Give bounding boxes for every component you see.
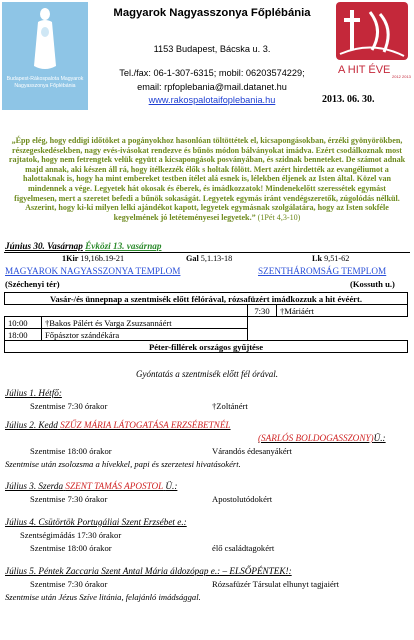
day-heading: Július 1. Hétfő: xyxy=(5,388,62,398)
madonna-statue-icon xyxy=(30,6,60,72)
day-heading-cont: (SARLÓS BOLDOGASSZONY)Ü.: xyxy=(258,433,386,443)
church-right-name: SZENTHÁROMSÁG TEMPLOM xyxy=(258,266,387,276)
feast-name: SZŰZ MÁRIA LÁTOGATÁSA ERZSÉBETNÉL xyxy=(60,420,231,430)
parish-title: Magyarok Nagyasszonya Főplébánia xyxy=(113,7,311,19)
mass-time: Szentmise 7:30 órakor xyxy=(30,579,108,589)
schedule-intent: †Bakos Pálért és Varga Zsuzsannáért xyxy=(42,317,248,329)
church-left-location: (Széchenyi tér) xyxy=(5,279,60,289)
year-of-faith-years: 2012 2013 xyxy=(392,74,411,79)
mass-intent: élő családtagokért xyxy=(212,543,275,553)
collection-note: Péter-fillérek országos gyűjtése xyxy=(5,341,408,353)
email: email: rpfoplebania@mail.datanet.hu xyxy=(137,82,287,92)
reading-2: Gal 5,1.13-18 xyxy=(186,254,233,263)
mass-intent: Várandós édesanyákért xyxy=(212,446,292,456)
reading-1: 1Kir 19,16b.19-21 xyxy=(62,254,125,263)
year-of-faith-text: A HIT ÉVE xyxy=(338,64,391,76)
day-note: Szentmise után zsolozsma a hívekkel, papi és szerzetesi hivatásokért. xyxy=(5,459,241,469)
day-heading: Július 2. Kedd SZŰZ MÁRIA LÁTOGATÁSA ERZSÉBETNÉL xyxy=(5,420,231,430)
day-heading: Július 3. Szerda SZENT TAMÁS APOSTOL Ü.: xyxy=(5,481,178,491)
schedule-time: 18:00 xyxy=(5,329,42,341)
quote-text: „Épp elég, hogy eddigi időtöket a pogányokhoz hasonlóan töltöttétek el, kicsapongásokban, érzéki gyönyörökben, részegeskedésekben, nagy evés-ivásokat rendezve és bűnös módon bálványokat imádva. Ezért csodálkoznak most rajtatok, hogy nem fetrengtek velük együtt a kicsapongások posványában, és szidnak benneteket. De számot adnak majd annak, aki készen áll rá, hogy ítélkezzék élők s holtak fölött. Mert azért hirdették az evangéliumot a halottaknak is, hogy ha mint embereket testben ítélet alá esnek is, lélekben éljenek az Isten által. Közel van mindennek a vége. Legyetek hát okosak és éberek, és imádkozzatok! Mindenekelőtt szeressétek egymást figyelmesen, mert a szeretet befedi a bűnök sokaságát. Legyetek egymás iránt vendégszeretők, zúgolódás nélkül. Aszerint, hogy ki-ki milyen lelki ajándékot kapott, legyetek egymásnak szolgálatára, hogy az Isten sokféle kegyelmének jó letéteményesei legyetek.” xyxy=(8,136,406,222)
schedule-intent: Főpásztor szándékára xyxy=(42,329,248,341)
logo-caption: Budapest-Rákospalota Magyarok Nagyasszonya Főplébánia xyxy=(6,76,84,89)
rosary-note: Vasár-/és ünnepnap a szentmisék előtt félórával, rózsafüzért imádkozzuk a hit évéért. xyxy=(5,293,408,305)
confession-note: Gyóntatás a szentmisék előtt fél órával. xyxy=(136,369,278,379)
website-line xyxy=(92,95,332,105)
year-of-faith-logo xyxy=(332,0,412,84)
empty-cell xyxy=(248,329,408,341)
mass-time: Szentmise 7:30 órakor xyxy=(30,401,108,411)
mass-intent: †Zoltánért xyxy=(212,401,248,411)
sunday-date: Június 30. Vasárnap xyxy=(5,241,83,251)
address: 1153 Budapest, Bácska u. 3. xyxy=(153,44,271,54)
bulletin-date: 2013. 06. 30. xyxy=(322,94,375,105)
sunday-heading xyxy=(5,241,162,251)
reading-3: Lk 9,51-62 xyxy=(312,254,350,263)
sunday-schedule-table xyxy=(4,292,408,353)
mass-time: Szentmise 18:00 órakor xyxy=(30,446,112,456)
adoration-time: Szentségimádás 17:30 órakor xyxy=(20,530,122,540)
empty-cell xyxy=(5,305,248,317)
mass-intent: Rózsafüzér Társulat elhunyt tagjaiért xyxy=(212,579,340,589)
quote-reference: (1Pét 4,3-10) xyxy=(257,212,301,222)
day-note: Szentmise után Jézus Szíve litánia, felajánló imádsággal. xyxy=(5,592,201,602)
feast-name: SZENT TAMÁS APOSTOL xyxy=(65,481,164,491)
feast-name-alt: (SARLÓS BOLDOGASSZONY) xyxy=(258,433,374,443)
schedule-time: 7:30 xyxy=(248,305,277,317)
website-link[interactable]: www.rakospalotaifoplebania.hu xyxy=(148,95,276,105)
phone: Tel./fax: 06-1-307-6315; mobil: 06203574229; xyxy=(119,68,305,78)
empty-cell xyxy=(248,317,408,329)
schedule-time: 10:00 xyxy=(5,317,42,329)
mass-intent: Apostolutódokért xyxy=(212,494,273,504)
church-left-name: MAGYAROK NAGYASSZONYA TEMPLOM xyxy=(5,266,181,276)
day-heading: Július 5. Péntek Zaccaria Szent Antal Mária áldozópap e.: – ELSŐPÉNTEK!: xyxy=(5,566,292,576)
mass-time: Szentmise 18:00 órakor xyxy=(30,543,112,553)
mass-time: Szentmise 7:30 órakor xyxy=(30,494,108,504)
schedule-intent: †Máriáért xyxy=(277,305,408,317)
day-heading: Július 4. Csütörtök Portugáliai Szent Erzsébet e.: xyxy=(5,517,187,527)
church-right-location: (Kossuth u.) xyxy=(350,279,395,289)
parish-logo-left xyxy=(2,2,88,110)
sunday-title: Évközi 13. vasárnap xyxy=(85,241,162,251)
scripture-quote xyxy=(8,136,406,222)
divider xyxy=(4,252,410,253)
